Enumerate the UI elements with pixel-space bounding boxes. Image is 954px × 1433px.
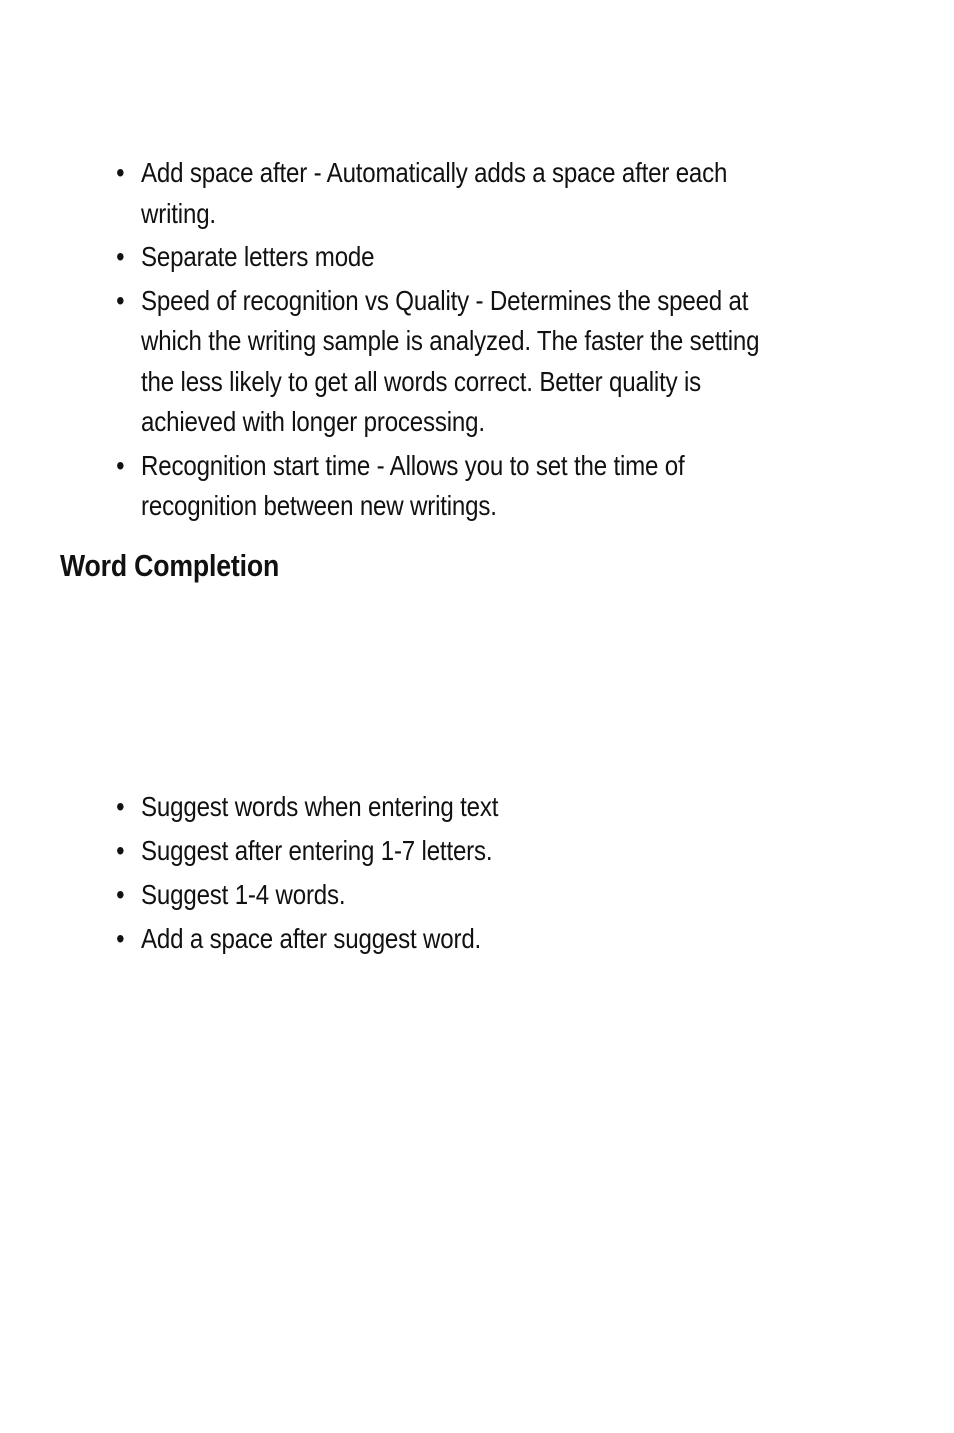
list-item-text: Suggest words when entering text [141, 791, 499, 822]
list-item [0, 281, 760, 443]
word-completion-options-list [0, 787, 954, 963]
list-item-text: Speed of recognition vs Quality - Determines the speed at which the writing sample is analyzed. The faster the setting the less likely to get all words correct. Better quality is achieved with longer processing. [141, 284, 760, 437]
bullet-icon: • [116, 241, 125, 272]
bullet-icon: • [116, 157, 125, 188]
list-item [0, 446, 760, 527]
bullet-icon: • [116, 879, 125, 910]
section-heading-word-completion: Word Completion [60, 548, 280, 583]
list-item [0, 787, 760, 828]
bullet-icon: • [116, 284, 125, 316]
list-item-text: Add a space after suggest word. [141, 923, 482, 954]
list-item-text: Separate letters mode [141, 241, 375, 272]
list-item [0, 875, 760, 916]
bullet-icon: • [116, 835, 125, 866]
list-item-text: Add space after - Automatically adds a space after each writing. [141, 157, 728, 229]
list-item [0, 153, 760, 234]
list-item-text: Recognition start time - Allows you to set the time of recognition between new writings. [141, 449, 685, 521]
bullet-icon: • [116, 449, 125, 481]
recognition-options-list [0, 153, 954, 530]
list-item [0, 237, 760, 278]
bullet-icon: • [116, 791, 125, 822]
list-item-text: Suggest 1-4 words. [141, 879, 346, 910]
list-item-text: Suggest after entering 1-7 letters. [141, 835, 493, 866]
bullet-icon: • [116, 923, 125, 954]
list-item [0, 831, 760, 872]
list-item [0, 919, 760, 960]
